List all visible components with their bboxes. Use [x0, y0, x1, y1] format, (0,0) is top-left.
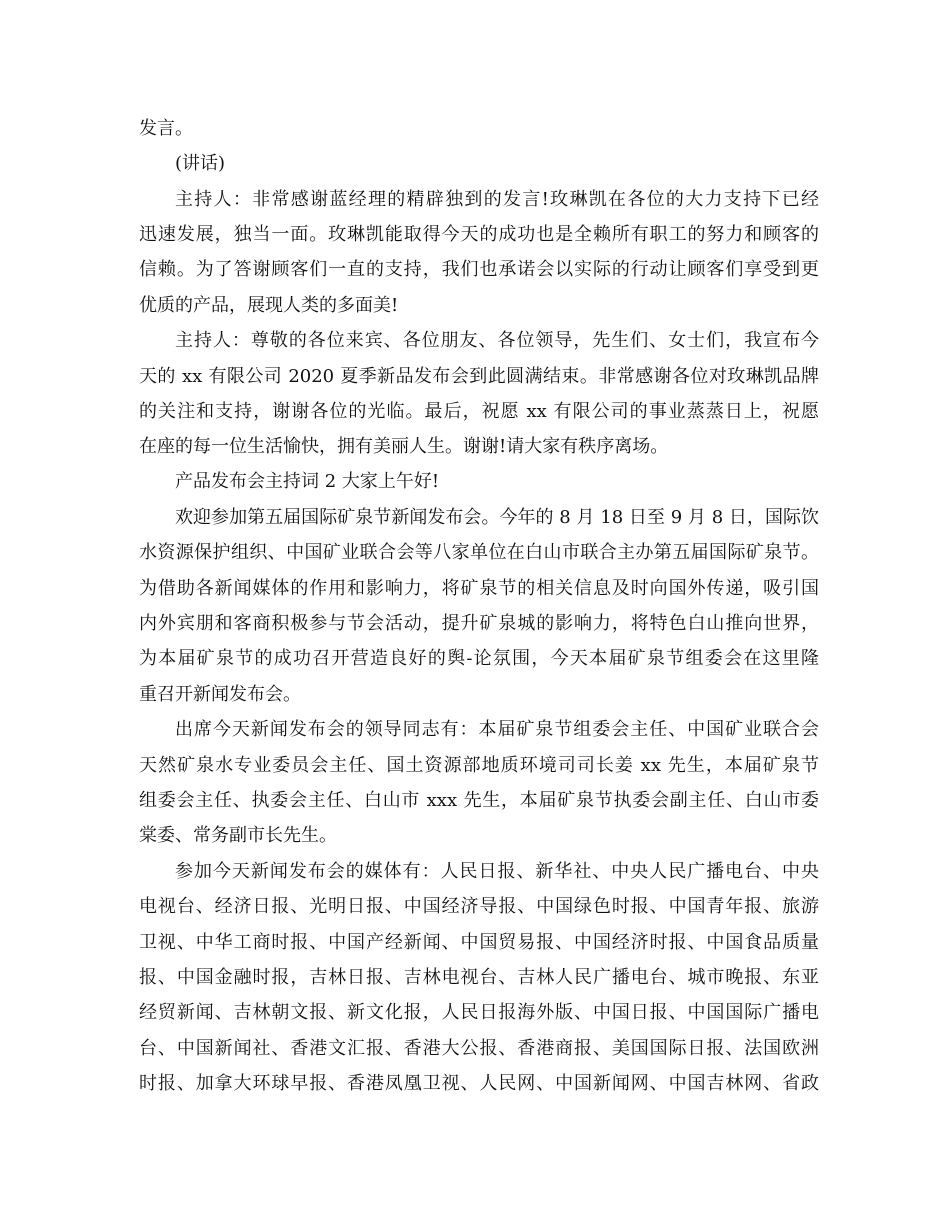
text-line: 内外宾朋和客商积极参与节会活动，提升矿泉城的影响力，将特色白山推向世界，: [139, 613, 819, 634]
text-line: (讲话): [175, 153, 226, 174]
text-line: 产品发布会主持词 2 大家上午好!: [175, 471, 440, 492]
text-line: 时报、加拿大环球早报、香港凤凰卫视、人民网、中国新闻网、中国吉林网、省政: [139, 1073, 819, 1094]
text-line: 天的 xx 有限公司 2020 夏季新品发布会到此圆满结束。非常感谢各位对玫琳凯品牌: [139, 366, 819, 387]
text-line: 出席今天新闻发布会的领导同志有：本届矿泉节组委会主任、中国矿业联合会: [175, 719, 819, 740]
text-line: 卫视、中华工商时报、中国产经新闻、中国贸易报、中国经济时报、中国食品质量: [139, 932, 819, 953]
text-line: 重召开新闻发布会。: [139, 684, 301, 705]
text-line: 组委会主任、执委会主任、白山市 xxx 先生，本届矿泉节执委会副主任、白山市委: [139, 790, 819, 811]
text-line: 信赖。为了答谢顾客们一直的支持，我们也承诺会以实际的行动让顾客们享受到更: [139, 259, 819, 280]
text-line: 经贸新闻、吉林朝文报、新文化报，人民日报海外版、中国日报、中国国际广播电: [139, 1002, 819, 1023]
text-line: 台、中国新闻社、香港文汇报、香港大公报、香港商报、美国国际日报、法国欧洲: [139, 1038, 819, 1059]
text-line: 参加今天新闻发布会的媒体有：人民日报、新华社、中央人民广播电台、中央: [175, 861, 819, 882]
text-line: 主持人：非常感谢蓝经理的精辟独到的发言!玫琳凯在各位的大力支持下已经: [175, 189, 819, 210]
text-line: 电视台、经济日报、光明日报、中国经济导报、中国绿色时报、中国青年报、旅游: [139, 896, 819, 917]
text-line: 发言。: [139, 118, 193, 139]
text-line: 迅速发展，独当一面。玫琳凯能取得今天的成功也是全赖所有职工的努力和顾客的: [139, 224, 819, 245]
text-line: 为本届矿泉节的成功召开营造良好的舆-论氛围，今天本届矿泉节组委会在这里隆: [139, 648, 819, 669]
text-line: 优质的产品，展现人类的多面美!: [139, 295, 399, 316]
text-line: 欢迎参加第五届国际矿泉节新闻发布会。今年的 8 月 18 日至 9 月 8 日，国际饮: [175, 507, 819, 528]
text-line: 的关注和支持，谢谢各位的光临。最后，祝愿 xx 有限公司的事业蒸蒸日上，祝愿: [139, 401, 819, 422]
text-line: 为借助各新闻媒体的作用和影响力，将矿泉节的相关信息及时向国外传递，吸引国: [139, 578, 819, 599]
text-line: 棠委、常务副市长先生。: [139, 825, 337, 846]
text-line: 天然矿泉水专业委员会主任、国土资源部地质环境司司长姜 xx 先生，本届矿泉节: [139, 755, 819, 776]
text-line: 主持人：尊敬的各位来宾、各位朋友、各位领导，先生们、女士们，我宣布今: [175, 330, 819, 351]
text-line: 报、中国金融时报，吉林日报、吉林电视台、吉林人民广播电台、城市晚报、东亚: [139, 967, 819, 988]
text-line: 水资源保护组织、中国矿业联合会等八家单位在白山市联合主办第五届国际矿泉节。: [139, 542, 819, 563]
text-line: 在座的每一位生活愉快，拥有美丽人生。谢谢!请大家有秩序离场。: [139, 436, 669, 457]
